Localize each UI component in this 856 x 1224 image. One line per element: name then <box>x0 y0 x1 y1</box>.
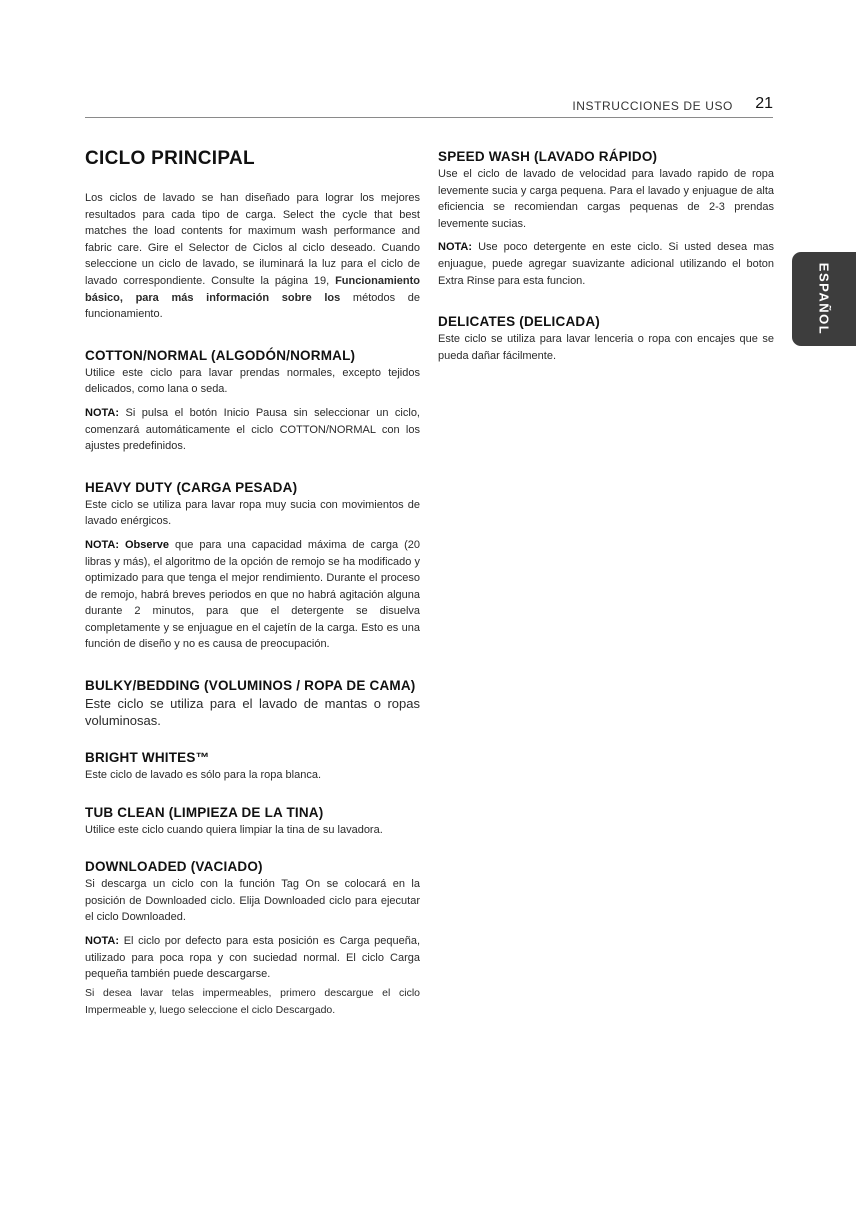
cotton-note-text: Si pulsa el botón Inicio Pausa sin seleccionar un ciclo, comenzará automáticamente el ciclo COTTON/NORMAL con los ajustes predefinidos. <box>85 406 420 453</box>
cotton-section <box>85 347 420 455</box>
delicates-section <box>438 313 774 364</box>
downloaded-note-label: NOTA: <box>85 935 120 948</box>
bulky-heading: BULKY/BEDDING (VOLUMINOS / ROPA DE CAMA) <box>85 678 416 694</box>
bright-section <box>85 749 420 784</box>
page-title: CICLO PRINCIPAL <box>85 148 255 169</box>
left-column <box>85 148 420 1043</box>
bright-text: Este ciclo de lavado es sólo para la ropa blanca. <box>85 769 322 782</box>
intro-bold: Funcionamiento básico, para más información sobre los <box>85 274 421 304</box>
delicates-text: Este ciclo se utiliza para lavar lenceria o ropa con encajes que se pueda dañar fácilmente. <box>438 333 774 362</box>
cotton-text: Utilice este ciclo para lavar prendas normales, excepto tejidos delicados, como lana o seda. <box>85 366 420 396</box>
downloaded-note-text: El ciclo por defecto para esta posición es Carga pequeña, utilizado para poca ropa y con suciedad normal. El ciclo Carga pequeña también puede descargarse. <box>85 935 420 981</box>
speed-text: Use el ciclo de lavado de velocidad para lavado rapido de ropa levemente sucia y carga pequena. Para el lavado y enjuague de alta eficiencia se recomiendan cargas pequenas de 2-3 prendas levemente sucias. <box>438 168 774 230</box>
page-header <box>85 94 773 118</box>
heavy-note-label: NOTA: Observe <box>85 538 170 551</box>
downloaded-extra: Si desea lavar telas impermeables, primero descargue el ciclo Impermeable y, luego seleccione el ciclo Descargado. <box>85 986 420 1016</box>
language-tab-label: ESPAÑOL <box>816 262 832 336</box>
language-tab <box>792 252 856 346</box>
intro-paragraph <box>85 190 420 323</box>
tub-section <box>85 804 420 839</box>
bulky-text: Este ciclo se utiliza para el lavado de mantas o ropas voluminosas. <box>85 696 420 729</box>
bulky-section <box>85 677 420 729</box>
heavy-note-text: que para una capacidad máxima de carga (20 libras y más), el algoritmo de la opción de remojo se ha modificado y optimizado para que tenga el mejor rendimiento. Durante el proceso de remojo, habrá breves periodos en que no habrá agitación alguna durante 2 minutos, para que el detergente se disuelva completamente y se enjuague en el cajetín de la carga. Esto es una función de diseño y no es causa de preocupación. <box>85 538 421 651</box>
header-title: INSTRUCCIONES DE USO <box>572 99 733 113</box>
speed-heading: SPEED WASH (LAVADO RÁPIDO) <box>438 149 658 164</box>
cotton-note <box>85 405 420 455</box>
speed-note <box>438 239 774 289</box>
downloaded-heading: DOWNLOADED (VACIADO) <box>85 859 263 875</box>
speed-section <box>438 148 774 289</box>
heavy-text: Este ciclo se utiliza para lavar ropa muy sucia con movimientos de lavado enérgicos. <box>85 498 420 528</box>
cotton-heading: COTTON/NORMAL (ALGODÓN/NORMAL) <box>85 347 356 363</box>
downloaded-text: Si descarga un ciclo con la función Tag On se colocará en la posición de Downloaded ciclo. Elija Downloaded ciclo para ejecutar el ciclo Downloaded. <box>85 878 420 924</box>
heavy-section <box>85 479 420 653</box>
downloaded-section <box>85 858 420 1019</box>
heavy-note <box>85 537 420 653</box>
intro-text: Los ciclos de lavado se han diseñado para lograr los mejores resultados para cada tipo de carga. Select the cycle that best matches the load contents for maximum wash performance and fabric care. Gire el Selector de Ciclos al ciclo deseado. Cuando seleccione un ciclo de lavado, se iluminará la luz para el ciclo de lavado correspondiente. Consulte la página 19, <box>85 192 420 287</box>
speed-note-text: Use poco detergente en este ciclo. Si usted desea mas enjuague, puede agregar suavizante adicional utilizando el boton Extra Rinse para esta funcion. <box>438 241 774 287</box>
intro-tail: métodos de funcionamiento. <box>85 291 421 321</box>
intro-section <box>85 190 420 323</box>
right-column <box>438 148 774 388</box>
bright-heading: BRIGHT WHITES™ <box>85 750 210 766</box>
tub-heading: TUB CLEAN (LIMPIEZA DE LA TINA) <box>85 804 324 820</box>
cotton-note-label: NOTA: <box>85 406 120 419</box>
heavy-heading: HEAVY DUTY (CARGA PESADA) <box>85 479 298 495</box>
page-number: 21 <box>755 95 773 112</box>
speed-note-label: NOTA: <box>438 241 473 254</box>
downloaded-note <box>85 933 420 983</box>
tub-text: Utilice este ciclo cuando quiera limpiar la tina de su lavadora. <box>85 823 383 836</box>
delicates-heading: DELICATES (DELICADA) <box>438 314 600 330</box>
